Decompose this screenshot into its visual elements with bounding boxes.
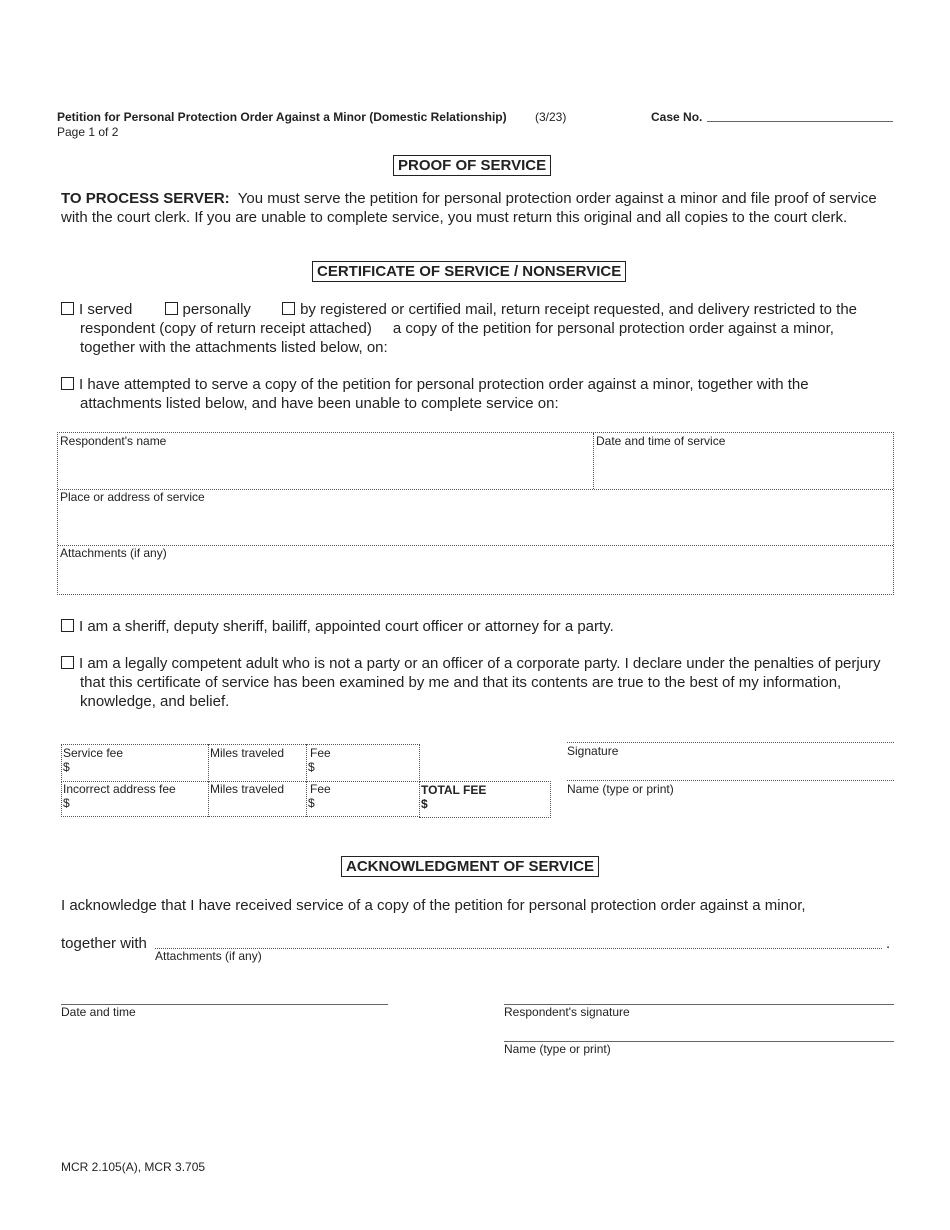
total-fee-cell[interactable]: [419, 781, 551, 818]
incorrect-fee-amount-cell[interactable]: [306, 781, 420, 817]
respondent-name-field[interactable]: [504, 1029, 894, 1042]
certificate-title: CERTIFICATE OF SERVICE / NONSERVICE: [312, 261, 626, 282]
ack-attachments-field[interactable]: [155, 936, 882, 949]
ack-date-time-label: Date and time: [61, 1005, 136, 1019]
incorrect-address-fee-label: Incorrect address fee: [63, 782, 176, 796]
respondent-signature-field[interactable]: [504, 992, 894, 1005]
name-label: Name (type or print): [567, 782, 674, 796]
acknowledgment-title: ACKNOWLEDGMENT OF SERVICE: [341, 856, 599, 877]
form-revision: (3/23): [535, 110, 567, 124]
total-fee-label: TOTAL FEE: [421, 783, 487, 797]
signature-field[interactable]: [567, 742, 894, 743]
name-field[interactable]: [567, 780, 894, 781]
sheriff-label: I am a sheriff, deputy sheriff, bailiff, appointed court officer or attorney for a party.: [79, 618, 614, 635]
instructions-text: You must serve the petition for personal protection order against a minor and file proof of service with the court clerk. If you are unable to complete service, you must return this original and all copies to the court clerk.: [61, 190, 877, 226]
fee-table: [61, 744, 551, 817]
place-of-service-field[interactable]: [58, 490, 893, 544]
personally-label: personally: [182, 301, 251, 318]
together-with-label: together with: [61, 935, 147, 952]
served-section: [61, 300, 891, 357]
footer-court-rules: MCR 2.105(A), MCR 3.705: [61, 1160, 206, 1174]
fee-label: Fee: [310, 746, 331, 760]
by-mail-checkbox[interactable]: [282, 302, 295, 315]
instructions-lead: TO PROCESS SERVER:: [61, 190, 230, 207]
by-mail-label: by registered or certified mail, return receipt requested, and delivery restricted to the: [300, 301, 858, 318]
fee-label: Fee: [310, 782, 331, 796]
period-mark: .: [886, 935, 891, 952]
date-time-of-service-label: Date and time of service: [596, 434, 726, 448]
service-fee-cell[interactable]: [61, 744, 208, 782]
respondent-attached-label: respondent (copy of return receipt attached): [80, 320, 372, 337]
service-fee-dollar: $: [63, 760, 70, 774]
attachments-label: Attachments (if any): [60, 546, 167, 560]
attempted-checkbox[interactable]: [61, 377, 74, 390]
miles-traveled-label: Miles traveled: [210, 782, 285, 796]
personally-checkbox[interactable]: [165, 302, 178, 315]
miles-traveled-label: Miles traveled: [210, 746, 285, 760]
signature-label: Signature: [567, 744, 619, 758]
i-served-checkbox[interactable]: [61, 302, 74, 315]
incorrect-address-dollar: $: [63, 796, 70, 810]
incorrect-address-fee-cell[interactable]: [61, 781, 208, 817]
date-time-of-service-field[interactable]: [595, 433, 892, 488]
acknowledgment-text: I acknowledge that I have received service of a copy of the petition for personal protection order against a minor,: [61, 897, 806, 914]
page-number: Page 1 of 2: [57, 125, 119, 139]
attempted-section: [61, 375, 892, 413]
competent-adult-checkbox[interactable]: [61, 656, 74, 669]
ack-attachments-label: Attachments (if any): [155, 949, 262, 963]
service-miles-cell[interactable]: [208, 744, 306, 782]
form-title: Petition for Personal Protection Order Against a Minor (Domestic Relationship): [57, 110, 507, 124]
service-details-table: [57, 432, 894, 595]
respondent-name-field[interactable]: [58, 433, 592, 488]
copy-of-petition-label: a copy of the petition for personal protection order against a minor,: [392, 320, 834, 337]
fee-dollar: $: [308, 796, 315, 810]
incorrect-miles-cell[interactable]: [208, 781, 306, 817]
competent-adult-label: I am a legally competent adult who is not a party or an officer of a corporate party. I declare under the penalties of perjury that this certificate of service has been examined by me and that its contents are true to the best of my information, knowledge, and belief.: [79, 655, 881, 710]
process-server-instructions: [61, 189, 891, 227]
total-fee-dollar: $: [421, 797, 428, 811]
i-served-label: I served: [79, 301, 133, 318]
respondent-name-label: Respondent's name: [60, 434, 167, 448]
sheriff-section: [61, 617, 892, 636]
proof-of-service-title: PROOF OF SERVICE: [393, 155, 551, 176]
service-fee-label: Service fee: [63, 746, 124, 760]
place-of-service-label: Place or address of service: [60, 490, 205, 504]
service-fee-amount-cell[interactable]: [306, 744, 420, 782]
case-no-label: Case No.: [651, 110, 703, 124]
fee-dollar: $: [308, 760, 315, 774]
attachments-field[interactable]: [58, 546, 893, 594]
ack-date-time-field[interactable]: [61, 992, 388, 1005]
sheriff-checkbox[interactable]: [61, 619, 74, 632]
together-attachments-label: together with the attachments listed below, on:: [80, 339, 388, 356]
attempted-label: I have attempted to serve a copy of the petition for personal protection order against a minor, together with the attachments listed below, and have been unable to complete service on:: [79, 376, 809, 412]
respondent-name-print-label: Name (type or print): [504, 1042, 611, 1056]
case-no-field[interactable]: [707, 108, 893, 122]
competent-adult-section: [61, 654, 892, 711]
table-divider: [593, 433, 594, 489]
respondent-signature-label: Respondent's signature: [504, 1005, 630, 1019]
